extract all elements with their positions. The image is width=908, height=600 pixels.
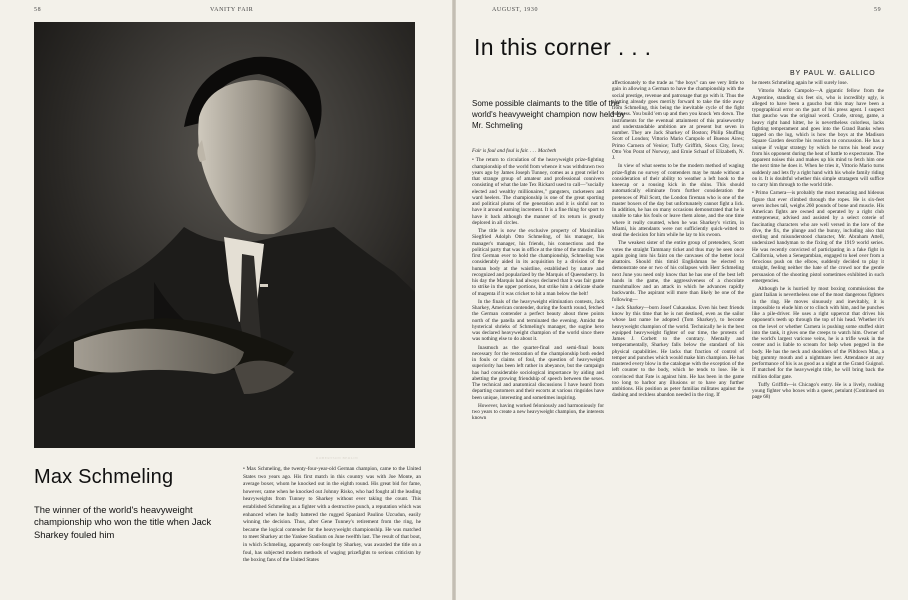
paragraph: • The return to circulation of the heavyweight prize-fighting championship of the world from whence it was withdrawn two years ago by James Joseph Tunney, comes as a great relief to that strange group of amateur and professional connivers consisting of what the late Tex Rickard used to call—"socially elected and wealthy millionaires," gangsters, racketeers and ward heelers. The championship is one of the great sporting and political plums of the generation and it is sinful not to have it around earning increment. It is a fine thing for sport to have it back although the manner of its return is greatly deplored in all circles. [472, 157, 604, 226]
paragraph: Inasmuch as the quarter-final and semi-final bouts necessary for the restoration of the championship both ended in fouls or claims of foul, the question of heavyweight superiority has been left rather in abeyance, but the campaign has had considerable sociological importance by aiding and abetting the growing friendship of speech between the sexes. The technical and anatomical discussions I have heard from departing customers and their escorts at various ringsides have been unique, interesting and sometimes inspiring. [472, 344, 604, 401]
paragraph: • Jack Sharkey—born Josef Cukauskas. Even his best friends know by this time that he is not destined, even as the sailor whose last name he adopted (Tom Sharkey), to become heavyweight champion of the world. Technically he is the best equipped heavyweight fighter of our time, the protests of James J. Corbett to the contrary. Mentally and temperamentally, Sharkey falls below the standard of his physical capabilities. He lacks that fraction of control of temper and punches which would make him champion. He has mastered every blow in the catalogue with the exception of the left counter to the body, which he tends to lose. He is convinced that Fate is against him. He has been in the game too long to harbor any illusions or to have any further ambitions. His position as peter familias militates against the dashing and reckless abandon needed in the ring. If [612, 304, 744, 399]
masthead: VANITY FAIR [210, 7, 254, 13]
paragraph: However, having worked feloniously and harmoniously for two years to create a new heavyweight champion, the interests known [472, 402, 604, 422]
photo-caption: • Max Schmeling, the twenty-four-year-old German champion, came to the United States two years ago. His first match in this country was with Joe Monte, an average boxer, whom he knocked out in the eighth round. His great bid for fame, however, came when he knocked out Johnny Risko, who had fought all the leading heavyweights from Tunney to Sharkey without ever taking the count. This established Schmeling as a fighter with a destructive punch, a reputation which was enhanced when he badly battered the rugged Spaniard Paulino Uzcudun, easily winning the decision. Thus, after Gene Tunney's retirement from the ring, he became the logical contender for the heavyweight championship. He was matched to meet Sharkey at the Yankee Stadium on June twelfth last. The result of that bout, in which Schmeling, apparently out-fought by Sharkey, was awarded the title on a foul, has subjected modern methods of waging prizefights to serious criticism by the boxing fans of the United States [243, 466, 421, 564]
paragraph: In view of what seems to be the modern method of waging prize-fights no survey of contenders may be made without a consideration of their ability to weather a left hook to the kneecap or a rousing kick in the shins. This should automatically eliminate from further consideration the pretences of Phil Scott, the London fireman who is one of the master boxers of the day but unfortunately cannot fight a lick. In addition, he has on many occasions demonstrated that he is unable to take his fouls or leave them alone, and the one time where it really counted, when he was Sharkey's victim, in Miami, his attendants were not sufficiently quick-witted to steal the decision for him while he lay to his swoon. [612, 163, 744, 238]
portrait-photo [34, 22, 415, 460]
page-number-right: 59 [874, 7, 882, 13]
article-headline: In this corner . . . [474, 34, 652, 60]
right-page [456, 0, 908, 600]
portrait-photo-image [34, 22, 415, 448]
photo-credit: ROBERTSON BERLIN [316, 456, 359, 460]
paragraph: Vittorio Mario Campolo—A gigantic fellow from the Argentine, standing six feet six, who is incredibly ugly, is alleged to have been a gaucho but this may have been a typographical error on the part of his press agent. I suspect that gaucho was the original word. Crude, strong, game, a heavy right hand hitter, he is nevertheless colorless, lacks fighting temperament and goes into the Grand Banks when tapped on the lug, which is how the boys at the Madison Square Garden describe his reaction to concussion. He has a unique if vulgar strategy by which he turns his head away from his opponent during the heat of battle to expectorate. The apparent noises this and makes up his mind to fetch him one the next time he does it. When he tries it, Vittorio Mario turns suddenly and lets fly a right hand with his whole family riding on it. It is doubtful whether this simple stratagem will suffice to carry him through to the world title. [752, 88, 884, 188]
body-column-1 [472, 148, 604, 424]
article-dek: Some possible claimants to the title of the world's heavyweight champion now held by Mr. Schmeling [472, 99, 626, 130]
issue-date: AUGUST, 1930 [492, 7, 539, 13]
paragraph: he meets Schmeling again he will surely lose. [752, 80, 848, 86]
paragraph: The title is now the exclusive property of Maximilian Siegfried Adolph Otto Schmeling, of his manager, his manager's manager, his friends, his connections and the political party that was in office at the time of the transfer. The first German ever to hold the championship, Schmeling was considerably aided in its acquisition by a division of the human body at the waistline, established by nature and recognized and popularized by the Marquis of Queensberry. In his day the Marquis had always declared that it was fair game to strike in the upper portions, but strike him a delicate shade of magenta if it was cricket to hit a man below the belt! [472, 228, 604, 297]
paragraph: • Primo Carnera—is probably the most menacing and hideous figure that ever climbed through the ropes. He is six-feet seven inches tall, weighs 260 pounds of bone and muscle. His American fights are owned and operated by a right club entrepreneur, advised and assisted by a select coterie of fascinating characters who are well versed in the lore of the dive, the fix, the plunge and the bunny, including also that sterling and misunderstood character, Mr. Abraham Attell, undersized handyman to the fixing of the 1919 world series. He was recently convicted of participating in a fake fight in California, when a Senegambian, engaged to keel over from a ferocious push on the elbow, suddenly decided to play it straight, feeling neither the hate of the crowd nor the gentle persuasion of the shooting pistol sometimes exhibited in such emergencies. [752, 190, 884, 284]
paragraph: The weakest sister of the entire group of pretenders, Scott votes the straight Tammany ticket and thus may be seen once again going into his faint on the canvases of the better local abattoirs. Should this timid Englishman be elected to demonstrate one or two of his collapses with Herr Schmeling next June you need only know that he has one of the best left hands in the game, the aggressiveness of a chocolate marshmallow and an attack in which he advances rapidly backwards. The aspirant will more than likely be one of the following— [612, 240, 744, 303]
left-page [0, 0, 452, 600]
subject-name-title: Max Schmeling [34, 466, 174, 488]
paragraph: Although he is hurried by most boxing commissions the giant Italian is nevertheless one of the most dangerous fighters in the ring. He moves sinuously and inevitably, it is impossible to elude him or to clinch with him, and he punches like a pile-driver. He uses a right uppercut that drives his opponent's teeth up through the top of his head. Whether it's on the level or whether Carnera is pushing some stuffed shirt into the tank, it gives one the creeps to watch him. Owner of the world's largest varicose veins, he is a trifle weak in the center and is liable to scream for help when pegged in the body. He has the neck and shoulders of the Piltdown Man, a big gummy mouth and a nightmare leer. Attendance at any performance of his is as good as a night at the Grand Guignol. If matched for the heavyweight title, he will bring back the million dollar gate. [752, 286, 884, 380]
paragraph: affectionately to the trade as "the boys" can see very little to gain in allowing a German to have the championship with the social prestige, revenue and patronage that go with it. Thus the plotting already goes merrily forward to take the title away from Schmeling, this being the inevitable cycle of the fight business. You build 'em up and then you knock 'em down. The instruments for the eventual attainment of this praiseworthy and understandable ambition are at present but seven in number. They are Jack Sharkey of Boston; Philip Shuffing Scott of London; Vittorio Mario Campolo of Buenos Aires; Primo Carnera of Venice; Tuffy Griffith, Sioux City, Iowa; Otto Von Porat of Norway, and Ernie Schaaf of Elizabeth, N. J. [612, 80, 744, 161]
paragraph: Tuffy Griffith—is Chicago's entry. He is a lively, rushing young fighter who boxes with a queer, petulant (Continued on page 68) [752, 381, 884, 401]
body-column-2 [612, 80, 744, 401]
left-dek: The winner of the world's heavyweight championship who won the title when Jack Sharkey fouled him [34, 504, 212, 540]
body-column-3 [752, 80, 884, 403]
page-number-left: 58 [34, 7, 42, 13]
article-byline: BY PAUL W. GALLICO [790, 70, 876, 77]
epigraph: Fair is foul and foul is fair. . . . Macbeth [472, 148, 557, 154]
paragraph: In the finals of the heavyweight elimination contests, Jack Sharkey, American contender, during the fourth round, fetched the German contender a perfect beauty about three points north of the patella and terminated the evening. Amidst the hysterical shrieks of Schmeling's manager, the sugine hero was declared heavyweight champion of the world since there was nothing else to do about it. [472, 298, 604, 343]
